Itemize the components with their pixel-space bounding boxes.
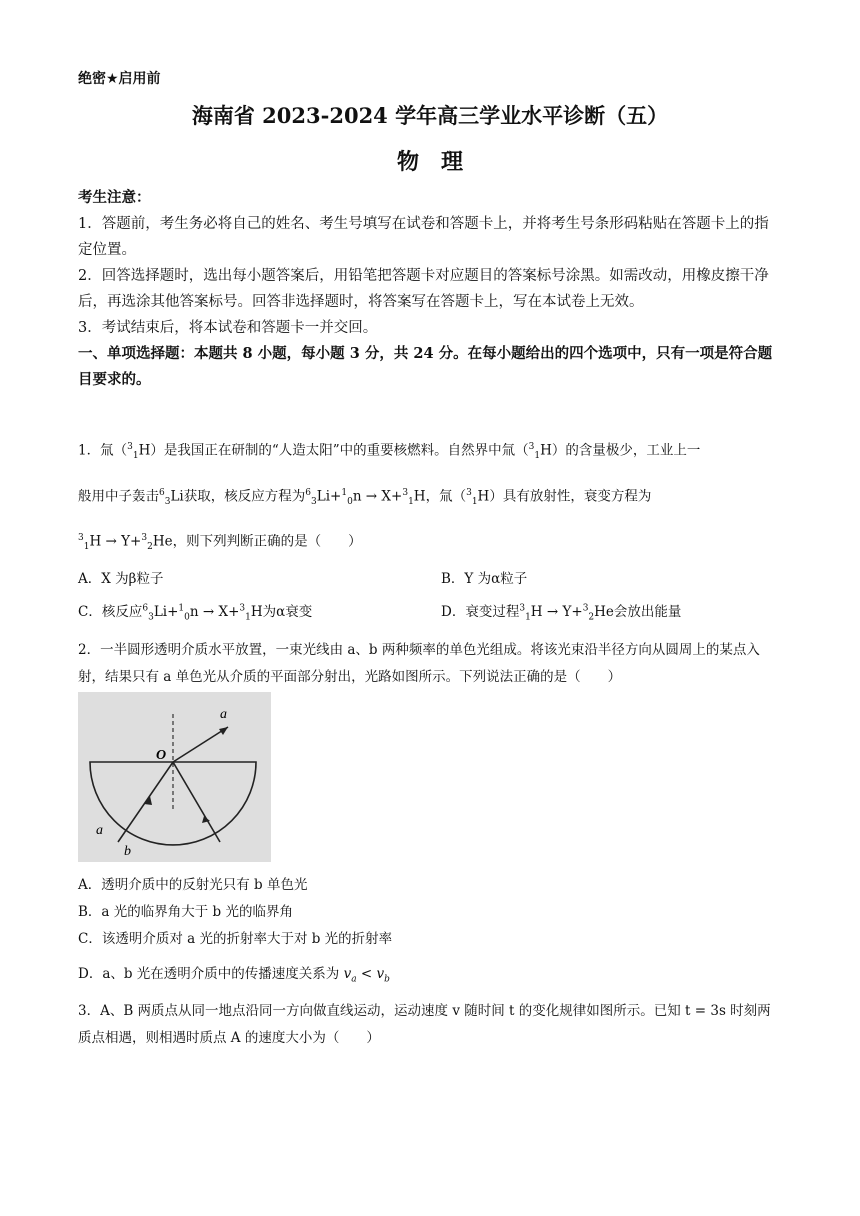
q1-text: ，氚（ — [425, 488, 467, 505]
q1-option-c-text: 为α衰变 — [262, 604, 313, 620]
notice-item-1: 1．答题前，考生务必将自己的姓名、考生号填写在试卷和答题卡上，并将考生号条形码粘贴在答题卡上的指定位置。 — [78, 216, 769, 258]
q1-text: 获取，核反应方程为 — [183, 488, 306, 505]
q1-text: ）具有放射性，衰变方程为 — [489, 488, 652, 505]
ray-a-out — [173, 727, 228, 762]
q1-text: ）的含量极少，工业上一 — [551, 442, 701, 459]
q2-option-c: C．该透明介质对 a 光的折射率大于对 b 光的折射率 — [78, 931, 393, 947]
confidential-label: 绝密★启用前 — [78, 71, 161, 87]
label-a-top: a — [220, 707, 227, 722]
q2-option-b: B．a 光的临界角大于 b 光的临界角 — [78, 904, 293, 920]
q1-option-c-text: C．核反应 — [78, 604, 143, 620]
q2-option-a: A．透明介质中的反射光只有 b 单色光 — [78, 877, 308, 893]
notice-section — [78, 185, 783, 393]
q1-text: ）是我国正在研制的“人造太阳”中的重要核燃料。自然界中氚（ — [150, 442, 529, 459]
subject-title: 物理 — [396, 149, 485, 175]
q2-figure-semicircle — [78, 692, 271, 862]
notice-heading: 考生注意： — [78, 189, 151, 206]
semicircle-medium — [90, 762, 256, 845]
q1-option-a: A．X 为β粒子 — [78, 571, 164, 587]
q1-option-b: B．Y 为α粒子 — [441, 571, 528, 587]
q2-option-d-text: D．a、b 光在透明介质中的传播速度关系为 — [78, 966, 340, 982]
notice-item-2: 2．回答选择题时，选出每小题答案后，用铅笔把答题卡对应题目的答案标号涂黑。如需改动，用橡皮擦干净后，再选涂其他答案标号。回答非选择题时，将答案写在答题卡上，写在本试卷上无效。 — [78, 268, 769, 310]
ray-reflected — [173, 762, 220, 842]
label-a-bottom: a — [96, 823, 103, 838]
exam-title: 海南省 2023-2024 学年高三学业水平诊断（五） — [191, 103, 669, 128]
q1-option-c: C．核反应$^6_3$Li+$^1_0$n → X+$^3_1$H为α衰变 — [78, 603, 313, 623]
notice-item-3: 3．考试结束后，将本试卷和答题卡一并交回。 — [78, 320, 378, 336]
q1-text: 般用中子轰击 — [78, 488, 159, 505]
section1-heading: 一、单项选择题：本题共 8 小题，每小题 3 分，共 24 分。在每小题给出的四个选项中，只有一项是符合题目要求的。 — [78, 345, 773, 388]
q1-option-d: D．衰变过程$^3_1$H → Y+$^3_2$He会放出能量 — [441, 603, 682, 623]
q3-stem: 3．A、B 两质点从同一地点沿同一方向做直线运动，运动速度 v 随时间 t 的变化规律如图所示。已知 t = 3s 时刻两质点相遇，则相遇时质点 A 的速度大小为（ ） — [78, 1003, 771, 1046]
q1-line3: $^3_1$H → Y+$^3_2$He，则下列判断正确的是（ ） — [78, 533, 362, 553]
q2-option-d: D．a、b 光在透明介质中的传播速度关系为 $v_a < v_b$ — [78, 966, 390, 985]
arrow-icon — [219, 727, 228, 735]
q2-stem: 2．一半圆形透明介质水平放置，一束光线由 a、b 两种频率的单色光组成。将该光束沿半径方向从圆周上的某点入射，结果只有 a 单色光从介质的平面部分射出，光路如图所示。下列说法正确的是（ ） — [78, 642, 760, 685]
q1-option-d-text: D．衰变过程 — [441, 604, 520, 620]
q1-option-d-text: 会放出能量 — [613, 604, 682, 620]
q1-line1: 1．氚（$^3_1$H）是我国正在研制的“人造太阳”中的重要核燃料。自然界中氚（$^3_1$H）的含量极少，工业上一 — [78, 442, 701, 462]
q1-line2: 般用中子轰击$^6_3$Li获取，核反应方程为$^6_3$Li+$^1_0$n → X+$^3_1$H，氚（$^3_1$H）具有放射性，衰变方程为 — [78, 488, 652, 508]
q1-text: ，则下列判断正确的是（ ） — [172, 533, 362, 550]
label-O: O — [156, 748, 167, 763]
q1-text: 1．氚（ — [78, 442, 128, 459]
q2-figure-svg — [78, 692, 271, 862]
label-b-bottom: b — [124, 844, 131, 859]
